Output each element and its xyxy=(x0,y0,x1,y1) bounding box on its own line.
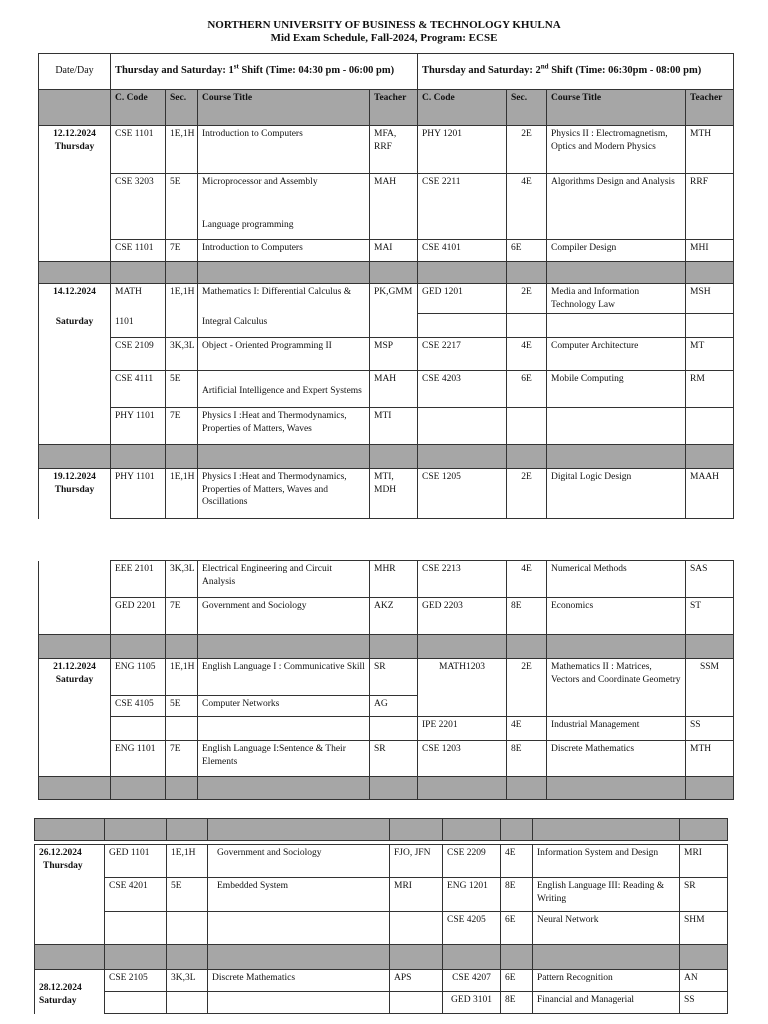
section: 7E xyxy=(166,240,198,262)
section: 3K,3L xyxy=(166,338,198,371)
table-row xyxy=(39,598,734,635)
course-code: CSE 2213 xyxy=(418,561,507,598)
separator-row xyxy=(39,635,734,659)
teacher: SS xyxy=(686,717,734,741)
teacher: AG xyxy=(370,696,418,717)
section: 1E,1H xyxy=(166,469,198,519)
section: 6E xyxy=(507,240,547,262)
course-title: Economics xyxy=(547,598,686,635)
teacher: MHI xyxy=(686,240,734,262)
section: 7E xyxy=(166,598,198,635)
teacher: MHR xyxy=(370,561,418,598)
teacher: MTI xyxy=(370,408,418,445)
separator-row xyxy=(35,819,728,841)
course-code: MATH xyxy=(111,284,166,314)
teacher: APS xyxy=(390,970,443,992)
table-row xyxy=(39,314,734,338)
course-title: Mathematics II : Matrices, Vectors and Coordinate Geometry xyxy=(547,659,686,717)
course-code: IPE 2201 xyxy=(418,717,507,741)
date-cell: 19.12.2024 Thursday xyxy=(39,469,111,519)
section: 6E xyxy=(501,970,533,992)
table-row xyxy=(39,561,734,598)
section: 5E xyxy=(166,696,198,717)
course-title: Government and Sociology xyxy=(208,845,390,878)
section: 6E xyxy=(507,371,547,408)
section: 2E xyxy=(507,659,547,717)
course-title: Physics I :Heat and Thermodynamics, Properties of Matters, Waves and Oscillations xyxy=(198,469,370,519)
course-title: English Language I:Sentence & Their Elements xyxy=(198,741,370,777)
table-row xyxy=(35,992,728,1014)
section: 2E xyxy=(507,284,547,314)
section: 1E,1H xyxy=(167,845,208,878)
table-row xyxy=(39,126,734,174)
table-row xyxy=(35,845,728,878)
course-code: 1101 xyxy=(111,314,166,338)
teacher: MRI xyxy=(390,878,443,912)
table-row xyxy=(39,338,734,371)
course-title: Algorithms Design and Analysis xyxy=(547,174,686,240)
section: 8E xyxy=(501,878,533,912)
section: 8E xyxy=(507,741,547,777)
teacher: MFA, RRF xyxy=(370,126,418,174)
course-title: Discrete Mathematics xyxy=(208,970,390,992)
course-code: GED 1201 xyxy=(418,284,507,314)
section: 1E,1H xyxy=(166,659,198,696)
course-code: EEE 2101 xyxy=(111,561,166,598)
column-header-row xyxy=(39,90,734,126)
table-row xyxy=(39,659,734,696)
section: 4E xyxy=(507,338,547,371)
teacher: FJO, JFN xyxy=(390,845,443,878)
teacher: RRF xyxy=(686,174,734,240)
course-code: CSE 4205 xyxy=(443,912,501,945)
teacher: AKZ xyxy=(370,598,418,635)
teacher: SHM xyxy=(680,912,728,945)
table-row xyxy=(39,174,734,240)
course-code: CSE 4105 xyxy=(111,696,166,717)
section: 2E xyxy=(507,126,547,174)
course-title: Computer Networks xyxy=(198,696,370,717)
table-row xyxy=(39,284,734,314)
course-code: GED 3101 xyxy=(443,992,501,1014)
teacher: SR xyxy=(370,659,418,696)
course-code: CSE 1205 xyxy=(418,469,507,519)
course-title: Embedded System xyxy=(208,878,390,912)
date-cell: 26.12.2024 Thursday xyxy=(35,845,105,878)
course-title: Artificial Intelligence and Expert Systems xyxy=(198,371,370,408)
date-cell: 21.12.2024 Saturday xyxy=(39,659,111,696)
section: 7E xyxy=(166,741,198,777)
teacher: MSH xyxy=(686,284,734,314)
course-title: Physics I :Heat and Thermodynamics, Properties of Matters, Waves xyxy=(198,408,370,445)
col-title: Course Title xyxy=(198,90,370,126)
teacher: MAH xyxy=(370,371,418,408)
section: 1E,1H xyxy=(166,126,198,174)
course-title: Discrete Mathematics xyxy=(547,741,686,777)
course-title: Neural Network xyxy=(533,912,680,945)
course-code: CSE 2105 xyxy=(105,970,167,992)
shift-1-header: Thursday and Saturday: 1st Shift (Time: 04:30 pm - 06:00 pm) xyxy=(111,54,418,90)
course-title: Mobile Computing xyxy=(547,371,686,408)
course-code: ENG 1201 xyxy=(443,878,501,912)
course-code: CSE 3203 xyxy=(111,174,166,240)
section: 7E xyxy=(166,408,198,445)
table-row xyxy=(39,717,734,741)
date-cell: 14.12.2024 xyxy=(39,284,111,314)
exam-subtitle: Mid Exam Schedule, Fall-2024, Program: ECSE xyxy=(270,32,498,44)
separator-row xyxy=(35,945,728,970)
separator-row xyxy=(39,777,734,800)
section: 3K,3L xyxy=(167,970,208,992)
course-title: Object - Oriented Programming II xyxy=(198,338,370,371)
teacher: MAH xyxy=(370,174,418,240)
date-day-header: Date/Day xyxy=(39,54,111,90)
teacher: PK,GMM xyxy=(370,284,418,314)
table-row xyxy=(39,371,734,408)
course-title: Computer Architecture xyxy=(547,338,686,371)
teacher: MAI xyxy=(370,240,418,262)
teacher: MSP xyxy=(370,338,418,371)
schedule-table-part-1 xyxy=(38,53,734,519)
teacher: SR xyxy=(370,741,418,777)
course-code: ENG 1105 xyxy=(111,659,166,696)
section: 4E xyxy=(501,845,533,878)
section: 4E xyxy=(507,561,547,598)
table-row xyxy=(35,912,728,945)
course-title: Financial and Managerial xyxy=(533,992,680,1014)
course-code: GED 2201 xyxy=(111,598,166,635)
course-code: PHY 1201 xyxy=(418,126,507,174)
course-title: Compiler Design xyxy=(547,240,686,262)
course-title: Numerical Methods xyxy=(547,561,686,598)
course-code: CSE 2211 xyxy=(418,174,507,240)
separator-row xyxy=(39,262,734,284)
section: 5E xyxy=(166,371,198,408)
teacher: SS xyxy=(680,992,728,1014)
section: 5E xyxy=(166,174,198,240)
shift-2-header: Thursday and Saturday: 2nd Shift (Time: 06:30pm - 08:00 pm) xyxy=(418,54,734,90)
course-code: CSE 2209 xyxy=(443,845,501,878)
schedule-table-part-3 xyxy=(34,818,728,1014)
col-code: C. Code xyxy=(111,90,166,126)
table-row xyxy=(39,741,734,777)
day-cell: Saturday xyxy=(39,314,111,338)
col-teacher: Teacher xyxy=(370,90,418,126)
teacher: SR xyxy=(680,878,728,912)
institution-title: NORTHERN UNIVERSITY OF BUSINESS & TECHNOLOGY KHULNA xyxy=(207,19,561,31)
section: 5E xyxy=(167,878,208,912)
section: 8E xyxy=(507,598,547,635)
course-code: CSE 2109 xyxy=(111,338,166,371)
course-code: MATH1203 xyxy=(418,659,507,717)
course-code: GED 1101 xyxy=(105,845,167,878)
section: 2E xyxy=(507,469,547,519)
teacher: MT xyxy=(686,338,734,371)
table-row xyxy=(39,408,734,445)
teacher: MRI xyxy=(680,845,728,878)
course-title: Physics II : Electromagnetism, Optics and Modern Physics xyxy=(547,126,686,174)
table-row xyxy=(39,469,734,519)
section: 8E xyxy=(501,992,533,1014)
teacher: ST xyxy=(686,598,734,635)
section: 4E xyxy=(507,717,547,741)
course-title: Media and Information Technology Law xyxy=(547,284,686,314)
course-title: English Language III: Reading & Writing xyxy=(533,878,680,912)
teacher: MAAH xyxy=(686,469,734,519)
col-teacher-2: Teacher xyxy=(686,90,734,126)
course-title: Mathematics I: Differential Calculus & xyxy=(198,284,370,314)
date-cell: 12.12.2024 Thursday xyxy=(39,126,111,174)
teacher: SSM xyxy=(686,659,734,717)
course-code: CSE 4203 xyxy=(418,371,507,408)
course-code: PHY 1101 xyxy=(111,469,166,519)
course-title: Industrial Management xyxy=(547,717,686,741)
col-title-2: Course Title xyxy=(547,90,686,126)
course-code: CSE 1203 xyxy=(418,741,507,777)
course-title: Integral Calculus xyxy=(198,314,370,338)
teacher: RM xyxy=(686,371,734,408)
course-code: ENG 1101 xyxy=(111,741,166,777)
col-sec-2: Sec. xyxy=(507,90,547,126)
teacher: MTI, MDH xyxy=(370,469,418,519)
course-title: Pattern Recognition xyxy=(533,970,680,992)
section: 6E xyxy=(501,912,533,945)
course-title: Electrical Engineering and Circuit Analysis xyxy=(198,561,370,598)
section: 3K,3L xyxy=(166,561,198,598)
col-code-2: C. Code xyxy=(418,90,507,126)
course-code: CSE 4101 xyxy=(418,240,507,262)
course-code: CSE 4201 xyxy=(105,878,167,912)
table-row xyxy=(39,240,734,262)
teacher: MTH xyxy=(686,741,734,777)
course-code: CSE 2217 xyxy=(418,338,507,371)
schedule-table-part-2 xyxy=(38,560,734,800)
section: 1E,1H xyxy=(166,284,198,314)
table-row xyxy=(35,970,728,992)
course-title: Introduction to Computers xyxy=(198,240,370,262)
course-title: English Language I : Communicative Skill xyxy=(198,659,370,696)
section: 4E xyxy=(507,174,547,240)
separator-row xyxy=(39,445,734,469)
table-row xyxy=(35,878,728,912)
course-code: CSE 1101 xyxy=(111,240,166,262)
course-title: Microprocessor and Assembly Language programming xyxy=(198,174,370,240)
course-code: CSE 1101 xyxy=(111,126,166,174)
date-cell: 28.12.2024 Saturday xyxy=(35,970,105,1014)
teacher: MTH xyxy=(686,126,734,174)
course-code: GED 2203 xyxy=(418,598,507,635)
course-title: Introduction to Computers xyxy=(198,126,370,174)
course-title: Digital Logic Design xyxy=(547,469,686,519)
course-title: Information System and Design xyxy=(533,845,680,878)
teacher: SAS xyxy=(686,561,734,598)
col-sec: Sec. xyxy=(166,90,198,126)
course-code: PHY 1101 xyxy=(111,408,166,445)
teacher: AN xyxy=(680,970,728,992)
course-code: CSE 4207 xyxy=(443,970,501,992)
course-code: CSE 4111 xyxy=(111,371,166,408)
course-title: Government and Sociology xyxy=(198,598,370,635)
